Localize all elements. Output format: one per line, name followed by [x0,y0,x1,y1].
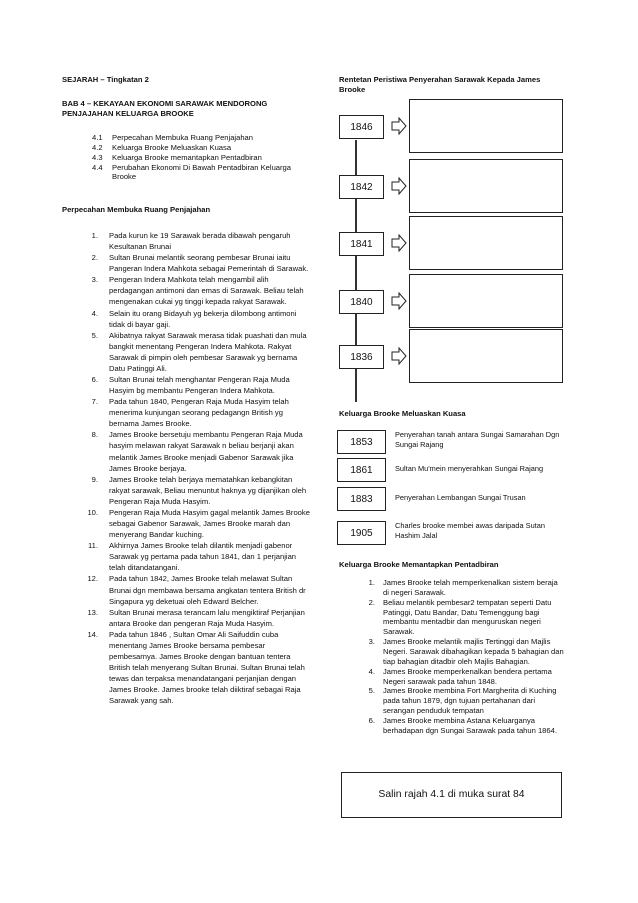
page-header: SEJARAH – Tingkatan 2 [62,75,149,84]
list-item: 13. Sultan Brunai merasa terancam lalu mengiktiraf Perjanjian antara Brooke dan pengeran Raja Muda Hasyim. [87,607,305,628]
list-item: 11. Akhirnya James Brooke telah dilantik menjadi gabenor Sarawak yg pertama pada tahun 1841, dan 1 perjanjian telah ditandatangani. [88,541,297,573]
list-item: 1. James Brooke telah memperkenalkan sistem beraja di negeri Sarawak. [368,578,558,597]
list-item: 4. James Brooke memperkenalkan bendera pertama Negeri sarawak pada tahun 1848. [368,666,552,686]
list-item: 5. Akibatnya rakyat Sarawak merasa tidak puashati dan mula bangkit menentang Pengeran Indera Mahkota. Rakyat Sarawak di pimpin oleh pembesar Sarawak yg bernama Datu Patinggi Ali. [91,330,307,373]
arrow-right-icon [391,234,407,252]
list-item: 4.2 Keluarga Brooke Meluaskan Kuasa [92,142,232,152]
expansion-year: 1853 [337,430,386,454]
list-item: 10. Pengeran Raja Muda Hasyim gagal melantik James Brooke sebagai Gabenor Sarawak, James Brooke marah dan menyerang Bandar kuching. [87,507,310,540]
list-item: 9. James Brooke telah berjaya mematahkan kebangkitan rakyat sarawak, Beliau menuntut haknya yg dijanjikan oleh Pengeran Raja Muda Hasyim. [91,474,307,506]
section-title: Keluarga Brooke Memantapkan Pentadbiran [339,560,499,569]
list-item: 4.4 Perubahan Ekonomi Di Bawah Pentadbiran Keluarga Brooke [92,162,291,182]
list-item: 1. Pada kurun ke 19 Sarawak berada dibawah pengaruh Kesultanan Brunai [91,231,291,252]
list-item: 6. James Brooke membina Astana Keluarganya berhadapan dgn Sungai Sarawak pada tahun 1864. [368,716,557,735]
subtopic-list [92,133,314,182]
list-item: 4.1 Perpecahan Membuka Ruang Penjajahan [92,133,254,142]
timeline-year: 1836 [339,345,384,369]
list-item: 2. Beliau melantik pembesar2 tempatan seperti Datu Patinggi, Datu Bandar, Datu Temenggung bagi membantu mentadbir dan menguruskan negeri Sarawak. [368,597,552,637]
list-item: 12. Pada tahun 1842, James Brooke telah melawat Sultan Brunai dgn membawa bersama angkatan tentera British dr Singapura yg deketuai oleh Edward Belcher. [87,574,306,606]
note-box [341,772,562,818]
timeline-event-box [409,329,563,383]
note-text: Salin rajah 4.1 di muka surat 84 [378,789,525,801]
history-list [76,230,312,706]
timeline-year: 1842 [339,175,384,199]
expansion-description: Penyerahan tanah antara Sungai Samarahan Dgn Sungai Rajang [395,430,560,449]
list-item: 5. James Brooke membina Fort Margherita di Kuching pada tahun 1879, dgn tujuan pertahanan dari serangan penduduk tempatan [368,686,557,716]
arrow-right-icon [391,347,407,365]
expansion-description: Charles brooke membei awas daripada Sutan Hashim Jalal [395,521,545,540]
timeline-event-box [409,99,563,153]
expansion-year: 1861 [337,458,386,482]
list-item: 6. Sultan Brunai telah menghantar Pengeran Raja Muda Hasyim bg membantu Pengeran Indera Mahkota. [91,375,290,396]
timeline-title: Rentetan Peristiwa Penyerahan Sarawak Kepada James Brooke [339,75,541,94]
expansion-year: 1905 [337,521,386,545]
list-item: 4. Selain itu orang Bidayuh yg bekerja dilombong antimoni tidak di bayar gaji. [91,308,297,329]
expansion-description: Penyerahan Lembangan Sungai Trusan [395,493,526,502]
arrow-right-icon [391,117,407,135]
arrow-right-icon [391,292,407,310]
chapter-title: BAB 4 – KEKAYAAN EKONOMI SARAWAK MENDORONG PENJAJAHAN KELUARGA BROOKE [62,99,268,118]
list-item: 2. Sultan Brunai melantik seorang pembesar Brunai iaitu Pangeran Indera Mahkota sebagai Pemerintah di Sarawak. [91,253,309,274]
timeline-event-box [409,159,563,213]
list-item: 4.3 Keluarga Brooke memantapkan Pentadbiran [92,152,262,162]
timeline-year: 1846 [339,115,384,139]
timeline-year: 1840 [339,290,384,314]
list-item: 3. James Brooke melantik majlis Tertinggi dan Majlis Negeri. Sarawak dibahagikan kepada 5 bahagian dan tiap bahagian ditadbir oleh Majlis Bahagian. [368,637,564,666]
expansion-description: Sultan Mu'mein menyerahkan Sungai Rajang [395,464,544,473]
arrow-right-icon [391,177,407,195]
timeline-event-box [409,216,563,270]
list-item: 8. James Brooke bersetuju membantu Pengeran Raja Muda hasyim melawan rakyat Sarawak n beliau berjanji akan melantik James Brooke menjadi Gabenor Sarawak jika James Brooke berjaya. [91,430,303,473]
section-title: Perpecahan Membuka Ruang Penjajahan [62,205,211,214]
section-title: Keluarga Brooke Meluaskan Kuasa [339,409,466,418]
administration-list [339,578,565,736]
timeline-year: 1841 [339,232,384,256]
timeline-event-box [409,274,563,328]
list-item: 14. Pada tahun 1846 , Sultan Omar Ali Saifuddin cuba menentang James Brooke bersama pembesar pembesarnya. James Brooke dengan bantuan tentera British telah menyerang Sultan Brunai. Sultan Brunai telah tewas dan terpaksa menandatangani perjanjian dengan James Brooke. James brooke telah diiktiraf sebagai Raja Sarawak yang sah. [87,629,305,706]
list-item: 7. Pada tahun 1840, Pengeran Raja Muda Hasyim telah menerima kunjungan seorang pedagangn British yg bernama James Brooke. [91,397,289,429]
list-item: 3. Pengeran Indera Mahkota telah mengambil alih perdagangan antimoni dan emas di Sarawak. Beliau telah mengenakan cukai yg tinggi kepada rakyat Sarawak. [91,275,304,307]
expansion-year: 1883 [337,487,386,511]
